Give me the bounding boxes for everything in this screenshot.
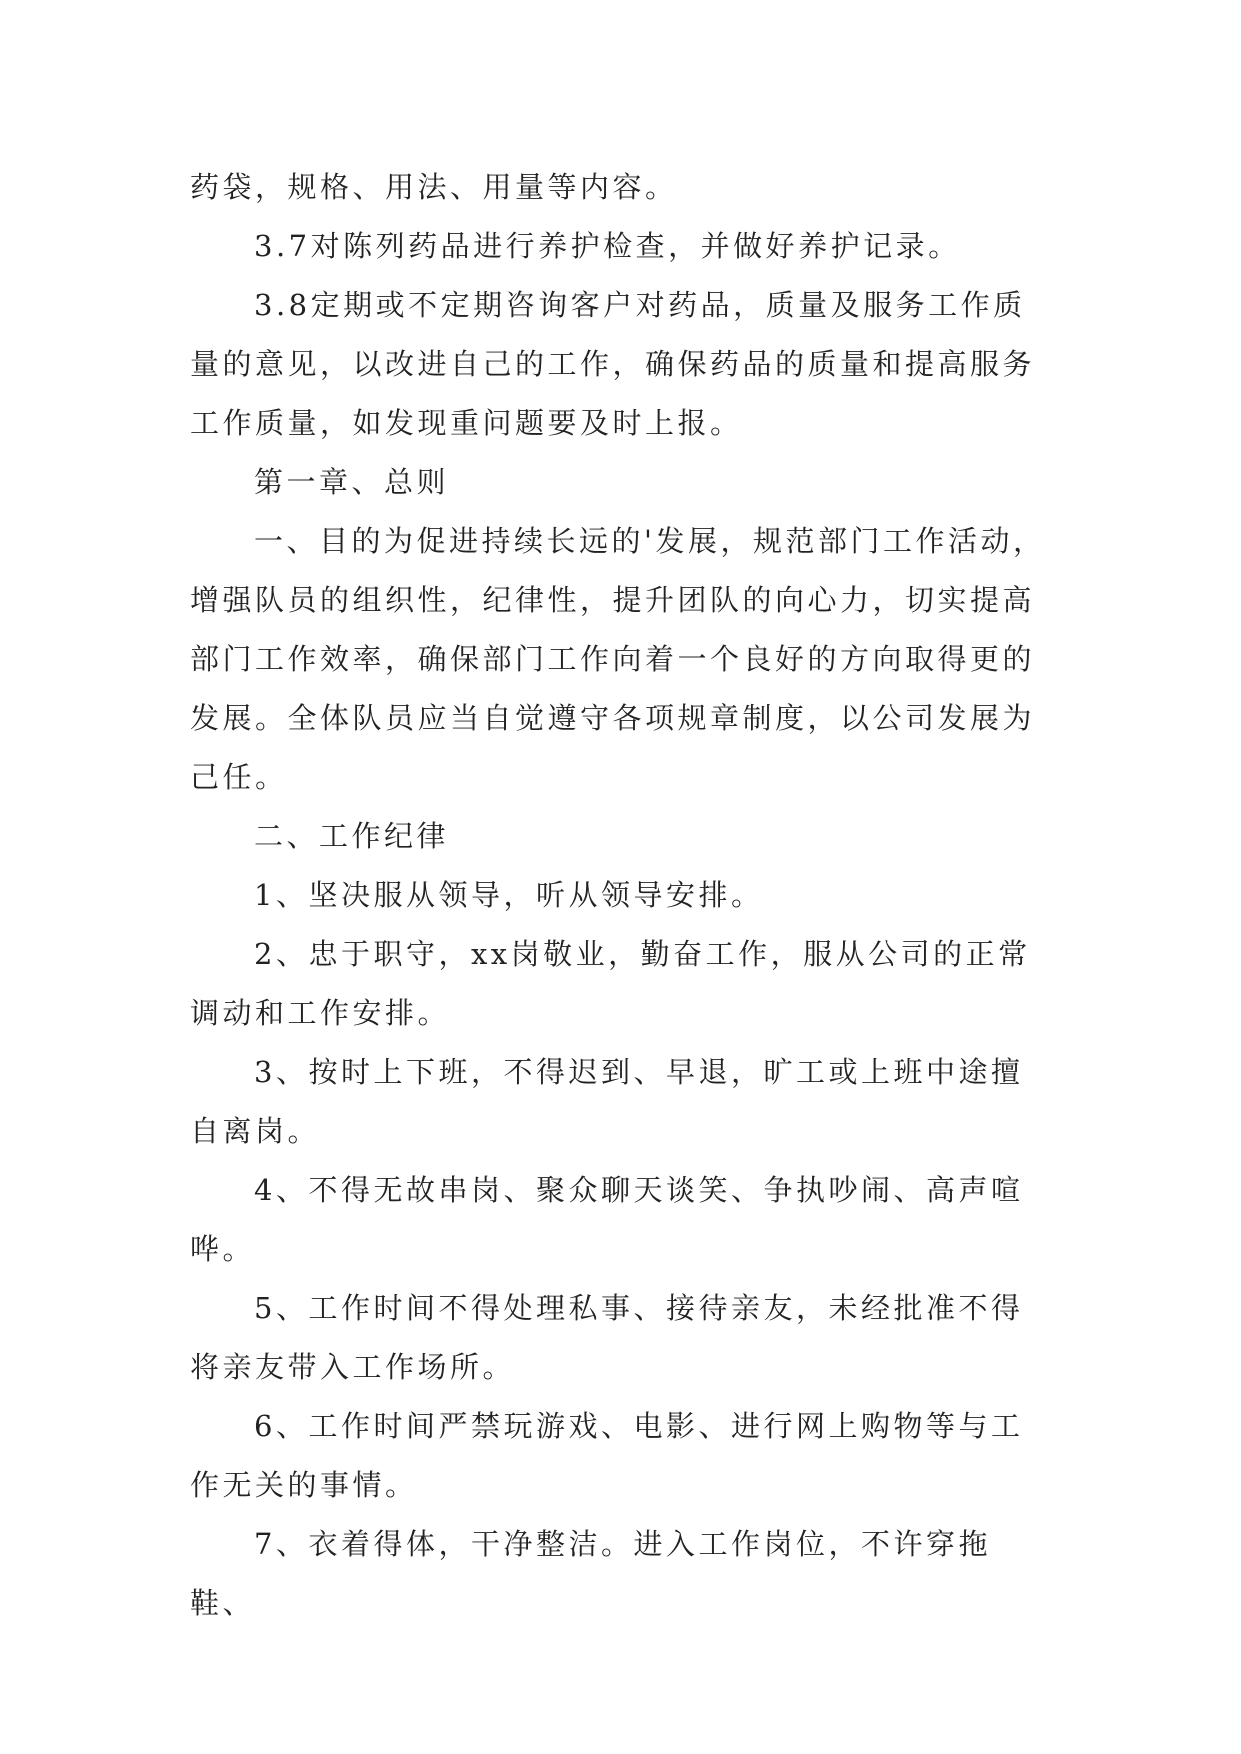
rule-item-3: 3、按时上下班，不得迟到、早退，旷工或上班中途擅自离岗。	[190, 1055, 1024, 1148]
rule-item-7: 7、衣着得体，干净整洁。进入工作岗位，不许穿拖鞋、	[190, 1527, 991, 1620]
rule-item-5: 5、工作时间不得处理私事、接待亲友，未经批准不得将亲友带入工作场所。	[190, 1291, 1024, 1384]
rule-item-4: 4、不得无故串岗、聚众聊天谈笑、争执吵闹、高声喧哗。	[190, 1173, 1024, 1266]
paragraph-purpose: 一、目的为促进持续长远的'发展，规范部门工作活动，增强队员的组织性，纪律性，提升团队的向心力，切实提高部门工作效率，确保部门工作向着一个良好的方向取得更的发展。全体队员应当自觉遵守各项规章制度，以公司发展为己任。	[190, 524, 1046, 794]
paragraph-3: 3.8定期或不定期咨询客户对药品，质量及服务工作质量的意见，以改进自己的工作，确保药品的质量和提高服务工作质量，如发现重问题要及时上报。	[190, 288, 1036, 440]
rule-item-6: 6、工作时间严禁玩游戏、电影、进行网上购物等与工作无关的事情。	[190, 1409, 1024, 1502]
paragraph-2: 3.7对陈列药品进行养护检查，并做好养护记录。	[254, 229, 961, 263]
chapter-heading: 第一章、总则	[254, 465, 450, 499]
rule-item-1: 1、坚决服从领导，听从领导安排。	[254, 878, 764, 912]
paragraph-1: 药袋，规格、用法、用量等内容。	[190, 170, 678, 204]
document-body	[190, 158, 1052, 1633]
section-heading-discipline: 二、工作纪律	[254, 819, 450, 853]
rule-item-2: 2、忠于职守，xx岗敬业，勤奋工作，服从公司的正常调动和工作安排。	[190, 937, 1031, 1030]
